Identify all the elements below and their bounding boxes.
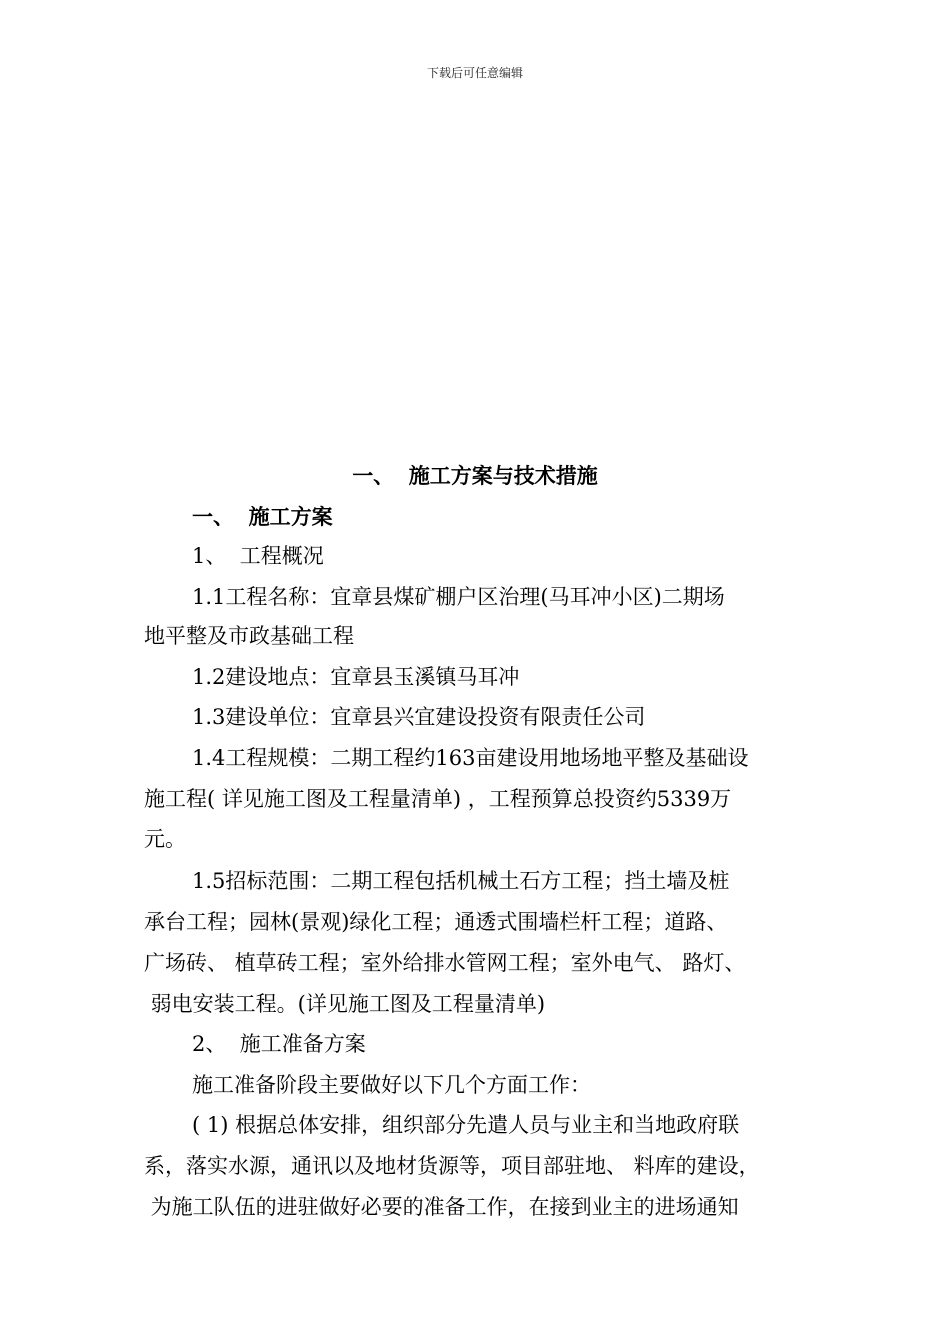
body-line: 承台工程；园林(景观)绿化工程；通透式围墙栏杆工程；道路、 [144, 910, 728, 934]
body-line: 1.5招标范围：二期工程包括机械土石方工程；挡土墙及桩 [192, 869, 730, 893]
body-line: 1.1工程名称：宜章县煤矿棚户区治理(马耳冲小区)二期场 [192, 585, 725, 609]
body-line: 元。 [144, 827, 186, 851]
body-line: 施工准备阶段主要做好以下几个方面工作： [192, 1073, 591, 1097]
body-line: 广场砖、 植草砖工程；室外给排水管网工程；室外电气、 路灯、 [144, 951, 746, 975]
body-line: 地平整及市政基础工程 [144, 624, 354, 648]
body-line: 1、 工程概况 [192, 544, 324, 568]
body-line: 1.3建设单位：宜章县兴宜建设投资有限责任公司 [192, 705, 646, 729]
body-line: 1.2建设地点：宜章县玉溪镇马耳冲 [192, 665, 520, 689]
chapter-title: 一、 施工方案与技术措施 [352, 464, 598, 488]
body-line: ( 1) 根据总体安排，组织部分先遣人员与业主和当地政府联 [192, 1113, 740, 1137]
section-title: 一、 施工方案 [192, 505, 333, 529]
body-line: 2、 施工准备方案 [192, 1032, 366, 1056]
body-line: 施工程( 详见施工图及工程量清单) ，工程预算总投资约5339万 [144, 787, 732, 811]
body-line: 系，落实水源，通讯以及地材货源等，项目部驻地、 料库的建设， [144, 1154, 760, 1178]
header-note: 下载后可任意编辑 [426, 66, 523, 80]
body-line: 1.4工程规模：二期工程约163亩建设用地场地平整及基础设 [192, 746, 749, 770]
body-line: 为施工队伍的进驻做好必要的准备工作，在接到业主的进场通知 [144, 1195, 739, 1219]
body-line: 弱电安装工程。(详见施工图及工程量清单) [144, 992, 546, 1016]
